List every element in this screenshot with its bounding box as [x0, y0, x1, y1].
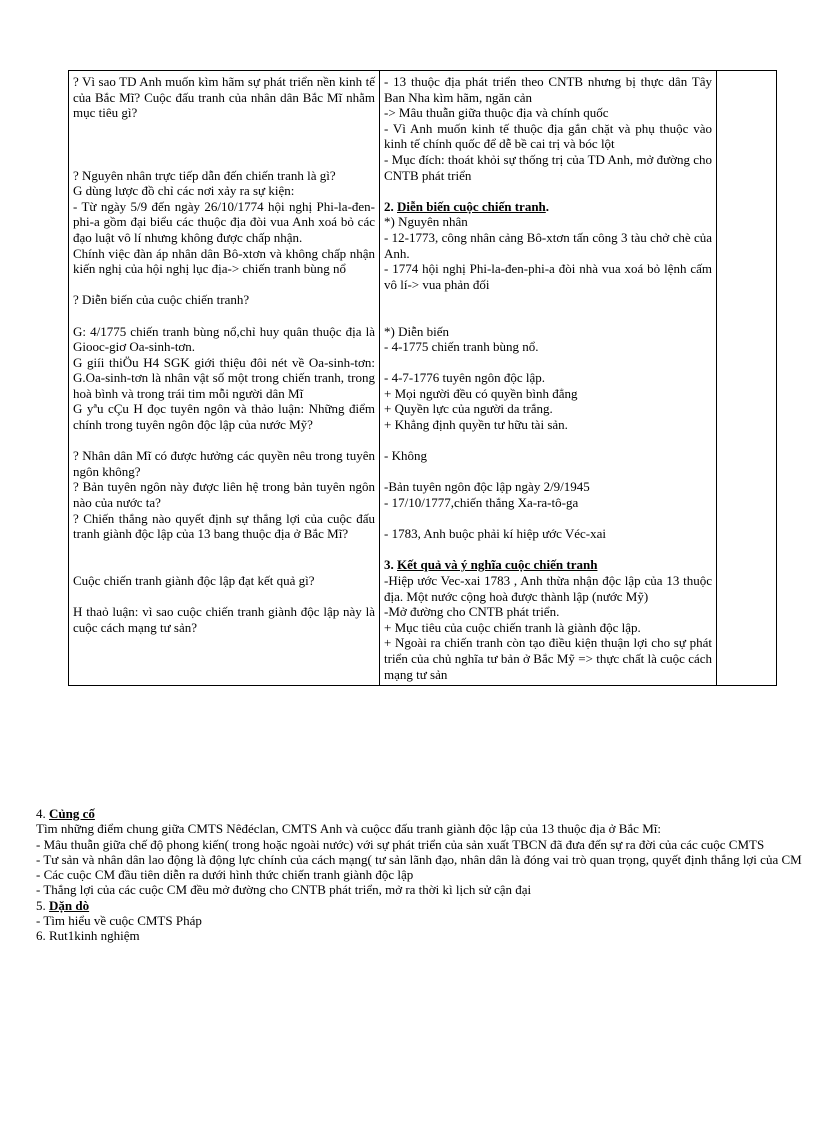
text-line: G dùng lược đồ chỉ các nơi xảy ra sự kiện: — [73, 183, 295, 199]
text-line: Cuộc chiến tranh giành độc lập đạt kết quả gì? — [73, 573, 315, 588]
section-title: Kết quả và ý nghĩa cuộc chiến tranh — [397, 557, 598, 573]
blank-line — [73, 433, 375, 449]
text-line: ? Nguyên nhân trực tiếp dẫn đến chiến tranh là gì? — [73, 167, 336, 183]
blank-line — [384, 542, 712, 558]
text-line: ? Nhân dân Mĩ có được hưởng các quyền nêu trong tuyên ngôn không? — [73, 448, 375, 479]
text-line: - 4-1775 chiến tranh bùng nổ. — [384, 339, 539, 355]
text-line: - Thắng lợi của các cuộc CM đều mở đường cho CNTB phát triển, mở ra thời kì lịch sử cận đại — [36, 882, 532, 898]
text-line: + Mọi người đều có quyền bình đẳng — [384, 385, 578, 401]
text-line: -Mở đường cho CNTB phát triển. — [384, 604, 560, 620]
text-line: - Không — [384, 448, 427, 464]
blank-line — [73, 152, 375, 168]
text-line: - Tư sản và nhân dân lao động là động lực chính của cách mạng( tư sản lãnh đạo, nhân dân là đóng vai trò quan trọng, quyết định thắng lợi của CM — [36, 851, 802, 867]
text-line: H thaỏ luận: vì sao cuộc chiến tranh giành độc lập này là cuộc cách mạng tư sản? — [73, 604, 375, 635]
text-line: - 4-7-1776 tuyên ngôn độc lập. — [384, 370, 546, 386]
blank-line — [384, 355, 712, 371]
text-line: - 13 thuộc địa phát triển theo CNTB nhưng bị thực dân Tây Ban Nha kìm hãm, ngăn cản — [384, 74, 712, 105]
section-title: Diễn biến cuộc chiến tranh — [397, 198, 546, 214]
closing-sections — [36, 806, 806, 944]
text-line: - 17/10/1777,chiến thắng Xa-ra-tô-ga — [384, 495, 579, 511]
text-line: *) Nguyên nhân — [384, 214, 468, 230]
table-row — [69, 71, 777, 686]
text-line: -> Mâu thuẫn giữa thuộc địa và chính quốc — [384, 105, 609, 121]
blank-line — [384, 292, 712, 308]
text-line: ? Vì sao TD Anh muốn kìm hãm sự phát triển nền kinh tế của Bắc Mĩ? Cuộc đấu tranh của nhân dân Bắc Mĩ nhằm mục tiêu gì? — [73, 74, 375, 121]
text-line: G yªu cÇu H đọc tuyên ngôn và thảo luận: Những điểm chính trong tuyên ngôn độc lập của nước Mỹ? — [73, 401, 375, 433]
text-line: ? Diễn biến của cuộc chiến tranh? — [73, 292, 250, 308]
text-line: - 1774 hội nghị Phi-la-đen-phi-a đòi nhà vua xoá bỏ lệnh cấm vô lí-> vua phản đối — [384, 261, 712, 292]
text-line: - 1783, Anh buộc phải kí hiệp ước Véc-xai — [384, 526, 606, 542]
blank-line — [73, 121, 375, 137]
text-line: - 12-1773, công nhân cảng Bô-xtơn tấn công 3 tàu chở chè của Anh. — [384, 229, 712, 261]
section-number: 4. — [36, 806, 49, 821]
blank-line — [73, 589, 375, 605]
section-number: 2. — [384, 198, 397, 214]
text-line: - Mục đích: thoát khỏi sự thống trị của TD Anh, mở đường cho CNTB phát triển — [384, 151, 713, 183]
blank-line — [384, 433, 712, 449]
text-line: - Tìm hiểu về cuộc CMTS Pháp — [36, 913, 202, 929]
section-title: Dặn dò — [49, 897, 90, 913]
blank-line — [73, 308, 375, 324]
text-line: - Vì Anh muốn kinh tế thuộc địa gắn chặt và phụ thuộc vào kinh tế chính quốc để dễ bề cai trị và bóc lột — [384, 120, 712, 152]
blank-line — [73, 542, 375, 558]
notes-cell — [717, 71, 777, 686]
text-line: + Khẳng định quyền tư hữu tài sản. — [384, 417, 568, 433]
text-line: - Từ ngày 5/9 đến ngày 26/10/1774 hội nghị Phi-la-đen-phi-a gồm đại biểu các thuộc địa đòi vua Anh xoá bỏ các đạo luật vô lí nhưng không được chấp nhận. — [73, 198, 375, 245]
text-line: ? Bản tuyên ngôn này được liên hệ trong bản tuyên ngôn nào của nước ta? — [73, 479, 375, 511]
text-line: G giíi thiÖu H4 SGK giới thiệu đôi nét về Oa-sinh-tơn: G.Oa-sinh-tơn là nhân vật số một trong chiến tranh, trong hoà bình và trong trái tim mỗi người dân Mĩ — [73, 354, 375, 401]
teacher-student-activity-cell — [69, 71, 380, 686]
text-line: -Bản tuyên ngôn độc lập ngày 2/9/1945 — [384, 479, 590, 495]
blank-line — [384, 464, 712, 480]
section-title-end: . — [545, 198, 550, 214]
text-line: 6. Rut1kinh nghiệm — [36, 928, 140, 944]
section-heading — [384, 199, 712, 215]
section-heading — [36, 806, 806, 821]
section-number: 3. — [384, 557, 397, 573]
text-line: -Hiệp ước Vec-xai 1783 , Anh thừa nhận độc lập của 13 thuộc địa. Một nước cộng hoà được thành lập (nước Mỹ) — [384, 573, 712, 604]
text-line: + Mục tiêu của cuộc chiến tranh là giành độc lập. — [384, 619, 641, 635]
text-line: *) Diễn biến — [384, 323, 449, 339]
blank-line — [384, 308, 712, 324]
blank-line — [73, 277, 375, 293]
text-line: Chính việc đàn áp nhân dân Bô-xtơn và không chấp nhận kiến nghị của hội nghị lục địa-> chiến tranh bùng nổ — [73, 245, 375, 277]
blank-line — [384, 511, 712, 527]
text-line: + Quyền lực của người da trắng. — [384, 401, 553, 417]
text-line: + Ngoài ra chiến tranh còn tạo điều kiện thuận lợi cho sự phát triển của chủ nghĩa tư bản ở Bắc Mỹ => thực chất là cuộc cách mạng tư sản — [384, 635, 712, 682]
blank-line — [73, 136, 375, 152]
section-heading — [384, 557, 712, 573]
text-line: - Các cuộc CM đầu tiên diễn ra dưới hình thức chiến tranh giành độc lập — [36, 867, 414, 883]
lesson-content-cell — [380, 71, 717, 686]
section-number: 5. — [36, 897, 49, 913]
text-line: ? Chiến thắng nào quyết định sự thắng lợi của cuộc đấu tranh giành độc lập của 13 bang thuộc địa ở Bắc Mĩ? — [73, 510, 375, 542]
lesson-table — [68, 70, 777, 686]
section-title: Củng cố — [49, 806, 95, 821]
blank-line — [384, 183, 712, 199]
text-line: Tìm những điểm chung giữa CMTS Nêđéclan, CMTS Anh và cuộcc đấu tranh giành độc lập của 13 thuộc địa ở Bắc Mĩ: — [36, 821, 661, 837]
blank-line — [73, 557, 375, 573]
text-line: G: 4/1775 chiến tranh bùng nổ,chỉ huy quân thuộc địa là Giooc-giơ Oa-sinh-tơn. — [73, 323, 375, 355]
text-line: - Mâu thuẫn giữa chế độ phong kiến( trong hoặc ngoài nước) với sự phát triển của sản xuất TBCN đã đưa đến sự ra đời của các cuộc CMTS — [36, 836, 765, 852]
section-heading — [36, 898, 806, 913]
